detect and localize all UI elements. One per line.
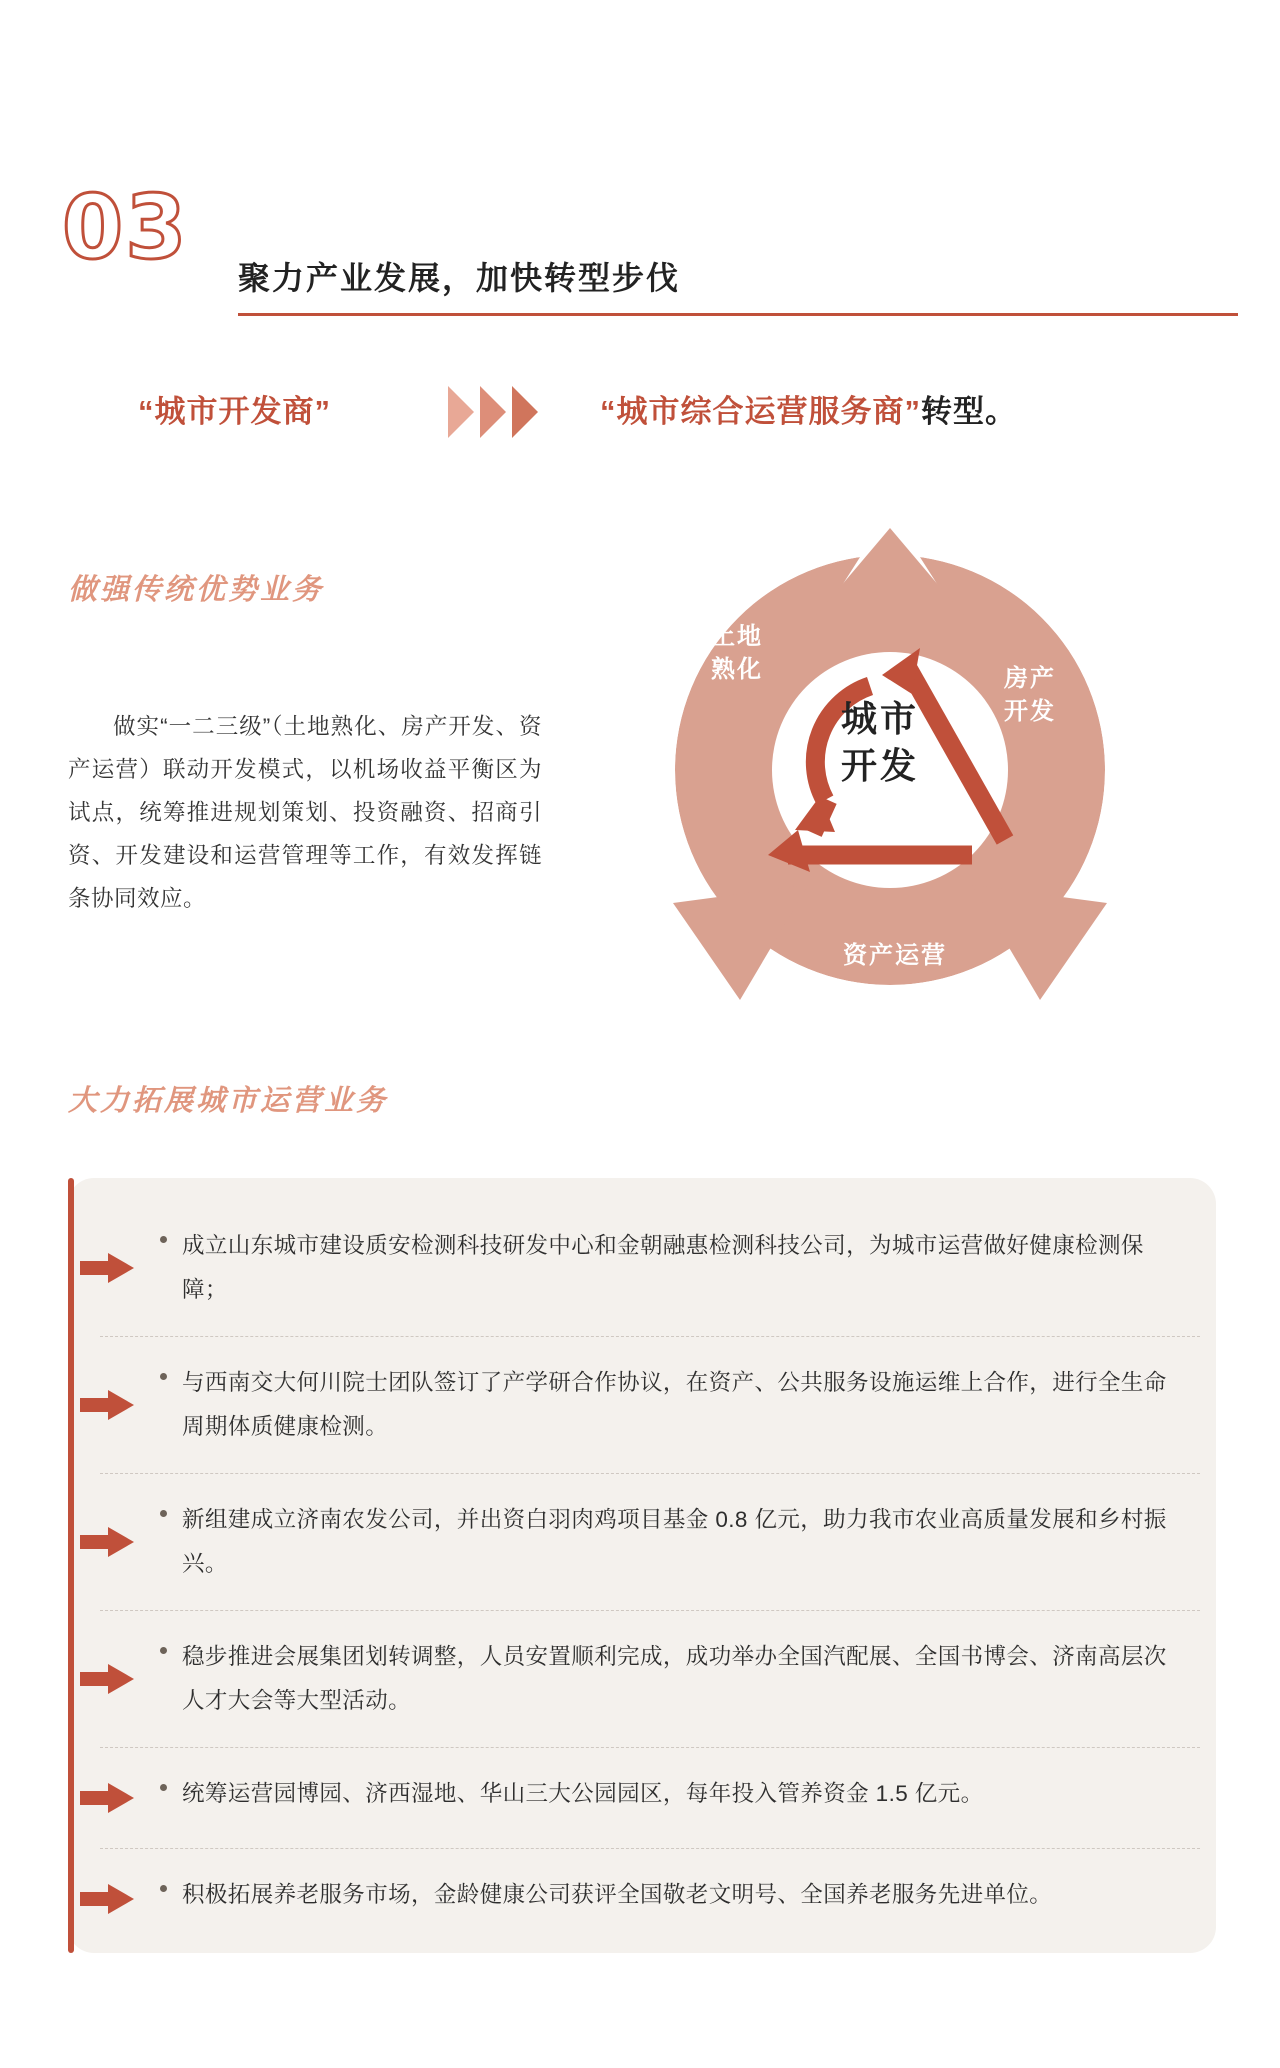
list-item-text: 统筹运营园博园、济西湿地、华山三大公园园区，每年投入管养资金 1.5 亿元。 (182, 1781, 984, 1806)
title-divider (238, 313, 1238, 316)
transform-to-rest: 转型。 (921, 394, 1017, 429)
transform-from-label: “城市开发商” (138, 394, 331, 429)
list-item-text: 与西南交大何川院士团队签订了产学研合作协议，在资产、公共服务设施运维上合作，进行全生命周期体质健康检测。 (182, 1370, 1167, 1439)
diagram-label-housing (990, 662, 1070, 728)
diagram-label-land-line1: 土地 (711, 623, 763, 650)
diagram-center-label (785, 695, 975, 789)
panel-accent-bar (68, 1178, 74, 1953)
diagram-center-line2: 开发 (840, 745, 919, 786)
arrow-right-icon (78, 1251, 136, 1285)
diagram-label-housing-line2: 开发 (1004, 698, 1056, 725)
section-number: 03 (62, 176, 189, 279)
diagram-label-housing-line1: 房产 (1004, 665, 1056, 692)
arrow-right-icon (78, 1882, 136, 1916)
arrow-right-icon (78, 1662, 136, 1696)
bullet-dot (160, 1885, 167, 1892)
list-item-text: 稳步推进会展集团划转调整，人员安置顺利完成，成功举办全国汽配展、全国书博会、济南高层次人才大会等大型活动。 (182, 1644, 1167, 1713)
list-item (100, 1473, 1200, 1610)
triple-chevron-right-icon (448, 382, 568, 442)
bullet-dot (160, 1510, 167, 1517)
transform-to-label (600, 386, 1017, 431)
list-item-text: 积极拓展养老服务市场，金龄健康公司获评全国敬老文明号、全国养老服务先进单位。 (182, 1882, 1053, 1907)
bullet-dot (160, 1647, 167, 1654)
diagram-label-land-line2: 熟化 (711, 656, 763, 683)
list-item-text: 成立山东城市建设质安检测科技研发中心和金朝融惠检测科技公司，为城市运营做好健康检测保障； (182, 1233, 1144, 1302)
cycle-diagram (620, 500, 1180, 1045)
list-item-text: 新组建成立济南农发公司，并出资白羽肉鸡项目基金 0.8 亿元，助力我市农业高质量发展和乡村振兴。 (182, 1507, 1167, 1576)
arrow-right-icon (78, 1388, 136, 1422)
transformation-statement (0, 380, 1280, 450)
arrow-right-icon (78, 1525, 136, 1559)
bullet-dot (160, 1236, 167, 1243)
page-header (0, 0, 1280, 296)
subsection-heading-urban-operation: 大力拓展城市运营业务 (68, 1085, 389, 1117)
list-item (100, 1200, 1200, 1336)
list-item (100, 1848, 1200, 1949)
body-paragraph: 做实“一二三级”（土地熟化、房产开发、资产运营）联动开发模式，以机场收益平衡区为试点，统筹推进规划策划、投资融资、招商引资、开发建设和运营管理等工作，有效发挥链条协同效应。 (68, 714, 542, 911)
list-item (100, 1747, 1200, 1848)
list-item (100, 1610, 1200, 1747)
bullet-dot (160, 1784, 167, 1791)
arrow-right-icon (78, 1781, 136, 1815)
highlights-list (100, 1200, 1200, 1949)
diagram-label-asset: 资产运营 (843, 942, 947, 969)
diagram-center-line1: 城市 (840, 698, 919, 739)
list-item (100, 1336, 1200, 1473)
subsection-heading-traditional: 做强传统优势业务 (68, 574, 325, 606)
page-title: 聚力产业发展，加快转型步伐 (238, 260, 681, 296)
diagram-label-land (682, 620, 792, 686)
transform-to-highlight: “城市综合运营服务商” (600, 394, 921, 429)
bullet-dot (160, 1373, 167, 1380)
